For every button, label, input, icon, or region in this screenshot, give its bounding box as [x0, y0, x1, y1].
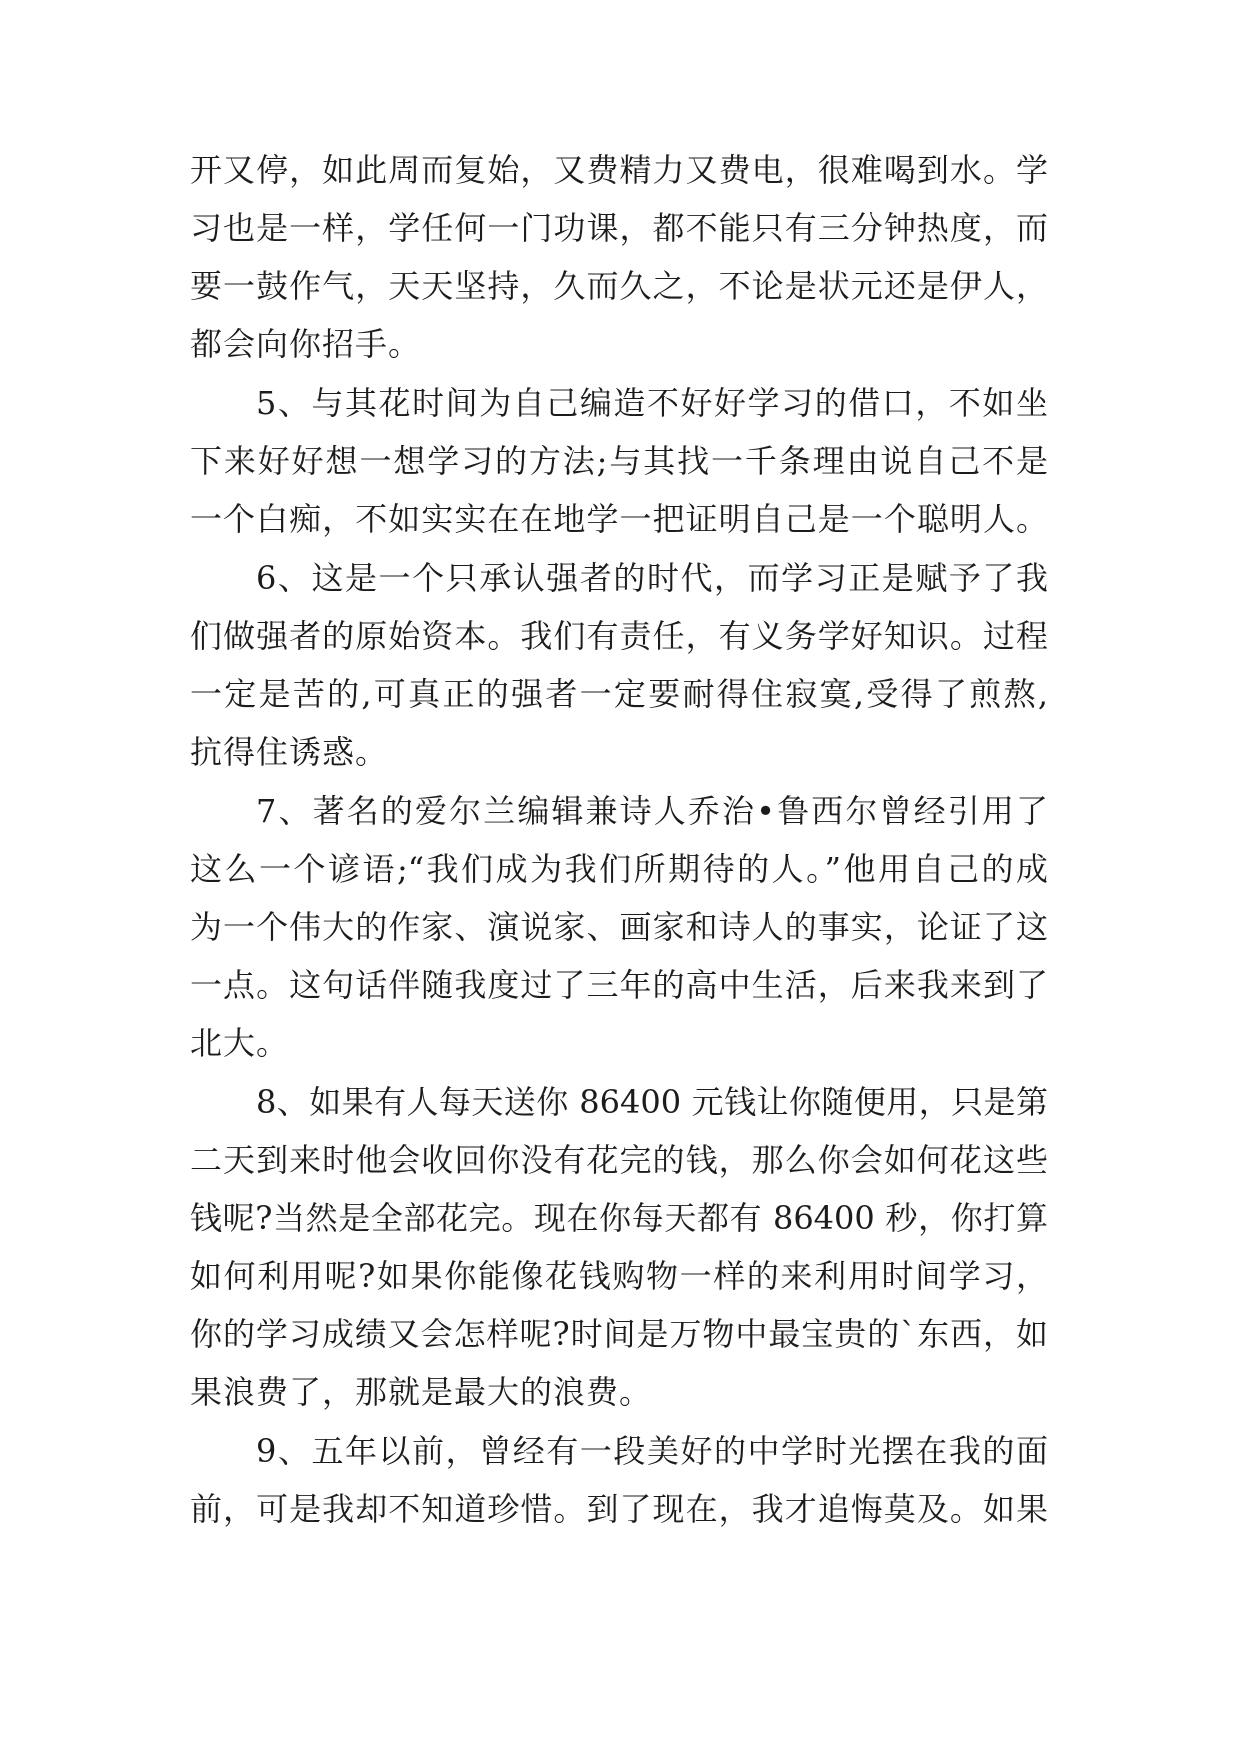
paragraph-start-line: 5、与其花时间为自己编造不好好学习的借口，不如坐: [256, 384, 1048, 422]
text-line: 一个白痴，不如实实在在地学一把证明自己是一个聪明人。: [190, 500, 1048, 538]
text-line: 前，可是我却不知道珍惜。到了现在，我才追悔莫及。如果: [190, 1490, 1048, 1528]
text-line: 如何利用呢?如果你能像花钱购物一样的来利用时间学习，: [190, 1257, 1048, 1295]
text-line: 抗得住诱惑。: [190, 733, 389, 771]
text-line: 钱呢?当然是全部花完。现在你每天都有 86400 秒，你打算: [190, 1199, 1048, 1237]
text-line: 开又停，如此周而复始，又费精力又费电，很难喝到水。学: [190, 151, 1048, 189]
text-line: 果浪费了，那就是最大的浪费。: [190, 1373, 653, 1411]
text-line: 下来好好想一想学习的方法;与其找一千条理由说自己不是: [190, 442, 1048, 480]
paragraph-start-line: 7、著名的爱尔兰编辑兼诗人乔治•鲁西尔曾经引用了: [256, 792, 1048, 830]
paragraph-start-line: 6、这是一个只承认强者的时代，而学习正是赋予了我: [256, 559, 1048, 597]
text-line: 北大。: [190, 1024, 290, 1062]
text-line: 一定是苦的,可真正的强者一定要耐得住寂寞,受得了煎熬,: [190, 675, 1048, 713]
text-line: 都会向你招手。: [190, 325, 422, 363]
paragraph-start-line: 8、如果有人每天送你 86400 元钱让你随便用，只是第: [256, 1083, 1048, 1121]
text-line: 为一个伟大的作家、演说家、画家和诗人的事实，论证了这: [190, 908, 1048, 946]
text-line: 要一鼓作气，天天坚持，久而久之，不论是状元还是伊人，: [190, 267, 1048, 305]
paragraph-start-line: 9、五年以前，曾经有一段美好的中学时光摆在我的面: [256, 1432, 1048, 1470]
text-line: 习也是一样，学任何一门功课，都不能只有三分钟热度，而: [190, 209, 1048, 247]
text-line: 这么一个谚语;“我们成为我们所期待的人。”他用自己的成: [190, 850, 1048, 888]
text-line: 们做强者的原始资本。我们有责任，有义务学好知识。过程: [190, 617, 1048, 655]
text-line: 你的学习成绩又会怎样呢?时间是万物中最宝贵的`东西，如: [190, 1315, 1048, 1353]
text-line: 二天到来时他会收回你没有花完的钱，那么你会如何花这些: [190, 1141, 1048, 1179]
text-line: 一点。这句话伴随我度过了三年的高中生活，后来我来到了: [190, 966, 1048, 1004]
